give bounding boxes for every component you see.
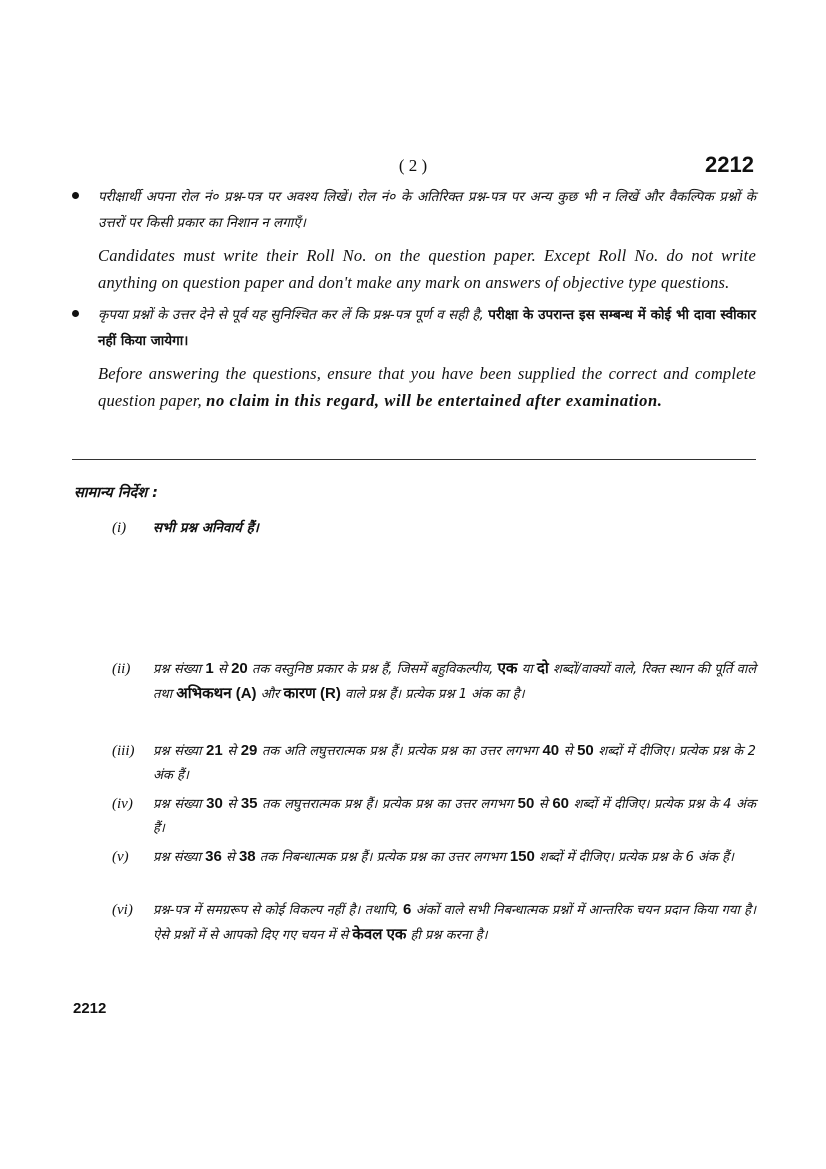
instruction-text: प्रश्न-पत्र में समग्ररूप से कोई विकल्प नहीं है। तथापि, 6 अंकों वाले सभी निबन्धात्मक प्रश्नों में आन्तरिक चयन प्रदान किया गया है। ऐसे प्रश्नों में से आपको दिए गए चयन में से केवल एक ही प्रश्न करना है। — [153, 901, 756, 943]
paper-code-header: 2212 — [705, 152, 754, 177]
note-hindi — [98, 302, 756, 354]
note-english: Candidates must write their Roll No. on the question paper. Except Roll No. do not write anything on question paper and don't make any mark on answers of objective type questions. — [98, 246, 756, 292]
instruction-number: (v) — [112, 849, 129, 865]
instruction-vi — [112, 898, 756, 948]
section-title: सामान्य निर्देश : — [74, 485, 158, 501]
note-english-bold: no claim in this regard, will be entertained after examination. — [206, 391, 663, 410]
bullet-icon — [72, 192, 79, 199]
page-number: ( 2 ) — [398, 156, 428, 175]
note-english-plain: Before answering the questions, ensure that you have been supplied the correct and complete question paper, — [98, 364, 756, 410]
instruction-ii — [112, 657, 756, 707]
instruction-number: (ii) — [112, 661, 131, 677]
divider — [72, 459, 756, 460]
instruction-number: (iv) — [112, 796, 133, 812]
instruction-text: प्रश्न संख्या 30 से 35 तक लघुत्तरात्मक प्रश्न हैं। प्रत्येक प्रश्न का उत्तर लगभग 50 से 60 शब्दों में दीजिए। प्रत्येक प्रश्न के 4 अंक हैं। — [153, 795, 756, 836]
instruction-i — [112, 516, 756, 540]
instruction-text: प्रश्न संख्या 21 से 29 तक अति लघुत्तरात्मक प्रश्न हैं। प्रत्येक प्रश्न का उत्तर लगभग 40 से 50 शब्दों में दीजिए। प्रत्येक प्रश्न के 2 अंक हैं। — [153, 742, 756, 783]
instruction-number: (vi) — [112, 902, 133, 918]
instruction-text: सभी प्रश्न अनिवार्य हैं। — [153, 520, 259, 536]
note-complete-paper — [72, 302, 756, 414]
instruction-number: (i) — [112, 520, 127, 536]
note-hindi-bold: परीक्षा के उपरान्त इस सम्बन्ध में कोई भी दावा स्वीकार नहीं किया जायेगा। — [98, 307, 756, 349]
note-english — [98, 360, 756, 414]
instruction-v — [112, 845, 756, 870]
instruction-iv — [112, 792, 756, 841]
note-roll-number — [72, 184, 756, 296]
instruction-text: प्रश्न संख्या 1 से 20 तक वस्तुनिष्ठ प्रकार के प्रश्न हैं, जिसमें बहुविकल्पीय, एक या दो शब्दों/वाक्यों वाले, रिक्त स्थान की पूर्ति वाले तथा अभिकथन (A) और कारण (R) वाले प्रश्न हैं। प्रत्येक प्रश्न 1 अंक का है। — [153, 660, 757, 702]
instruction-number: (iii) — [112, 743, 135, 759]
paper-code-footer: 2212 — [73, 1000, 107, 1017]
note-hindi-plain: कृपया प्रश्नों के उत्तर देने से पूर्व यह सुनिश्चित कर लें कि प्रश्न-पत्र पूर्ण व सही है, — [98, 307, 484, 323]
bullet-icon — [72, 310, 79, 317]
instruction-text: प्रश्न संख्या 36 से 38 तक निबन्धात्मक प्रश्न हैं। प्रत्येक प्रश्न का उत्तर लगभग 150 शब्दों में दीजिए। प्रत्येक प्रश्न के 6 अंक हैं। — [153, 848, 734, 865]
instruction-iii — [112, 739, 756, 788]
note-hindi: परीक्षार्थी अपना रोल नं० प्रश्न-पत्र पर अवश्य लिखें। रोल नं० के अतिरिक्त प्रश्न-पत्र पर अन्य कुछ भी न लिखें और वैकल्पिक प्रश्नों के उत्तरों पर किसी प्रकार का निशान न लगाएँ। — [98, 189, 756, 231]
notes — [72, 184, 756, 420]
